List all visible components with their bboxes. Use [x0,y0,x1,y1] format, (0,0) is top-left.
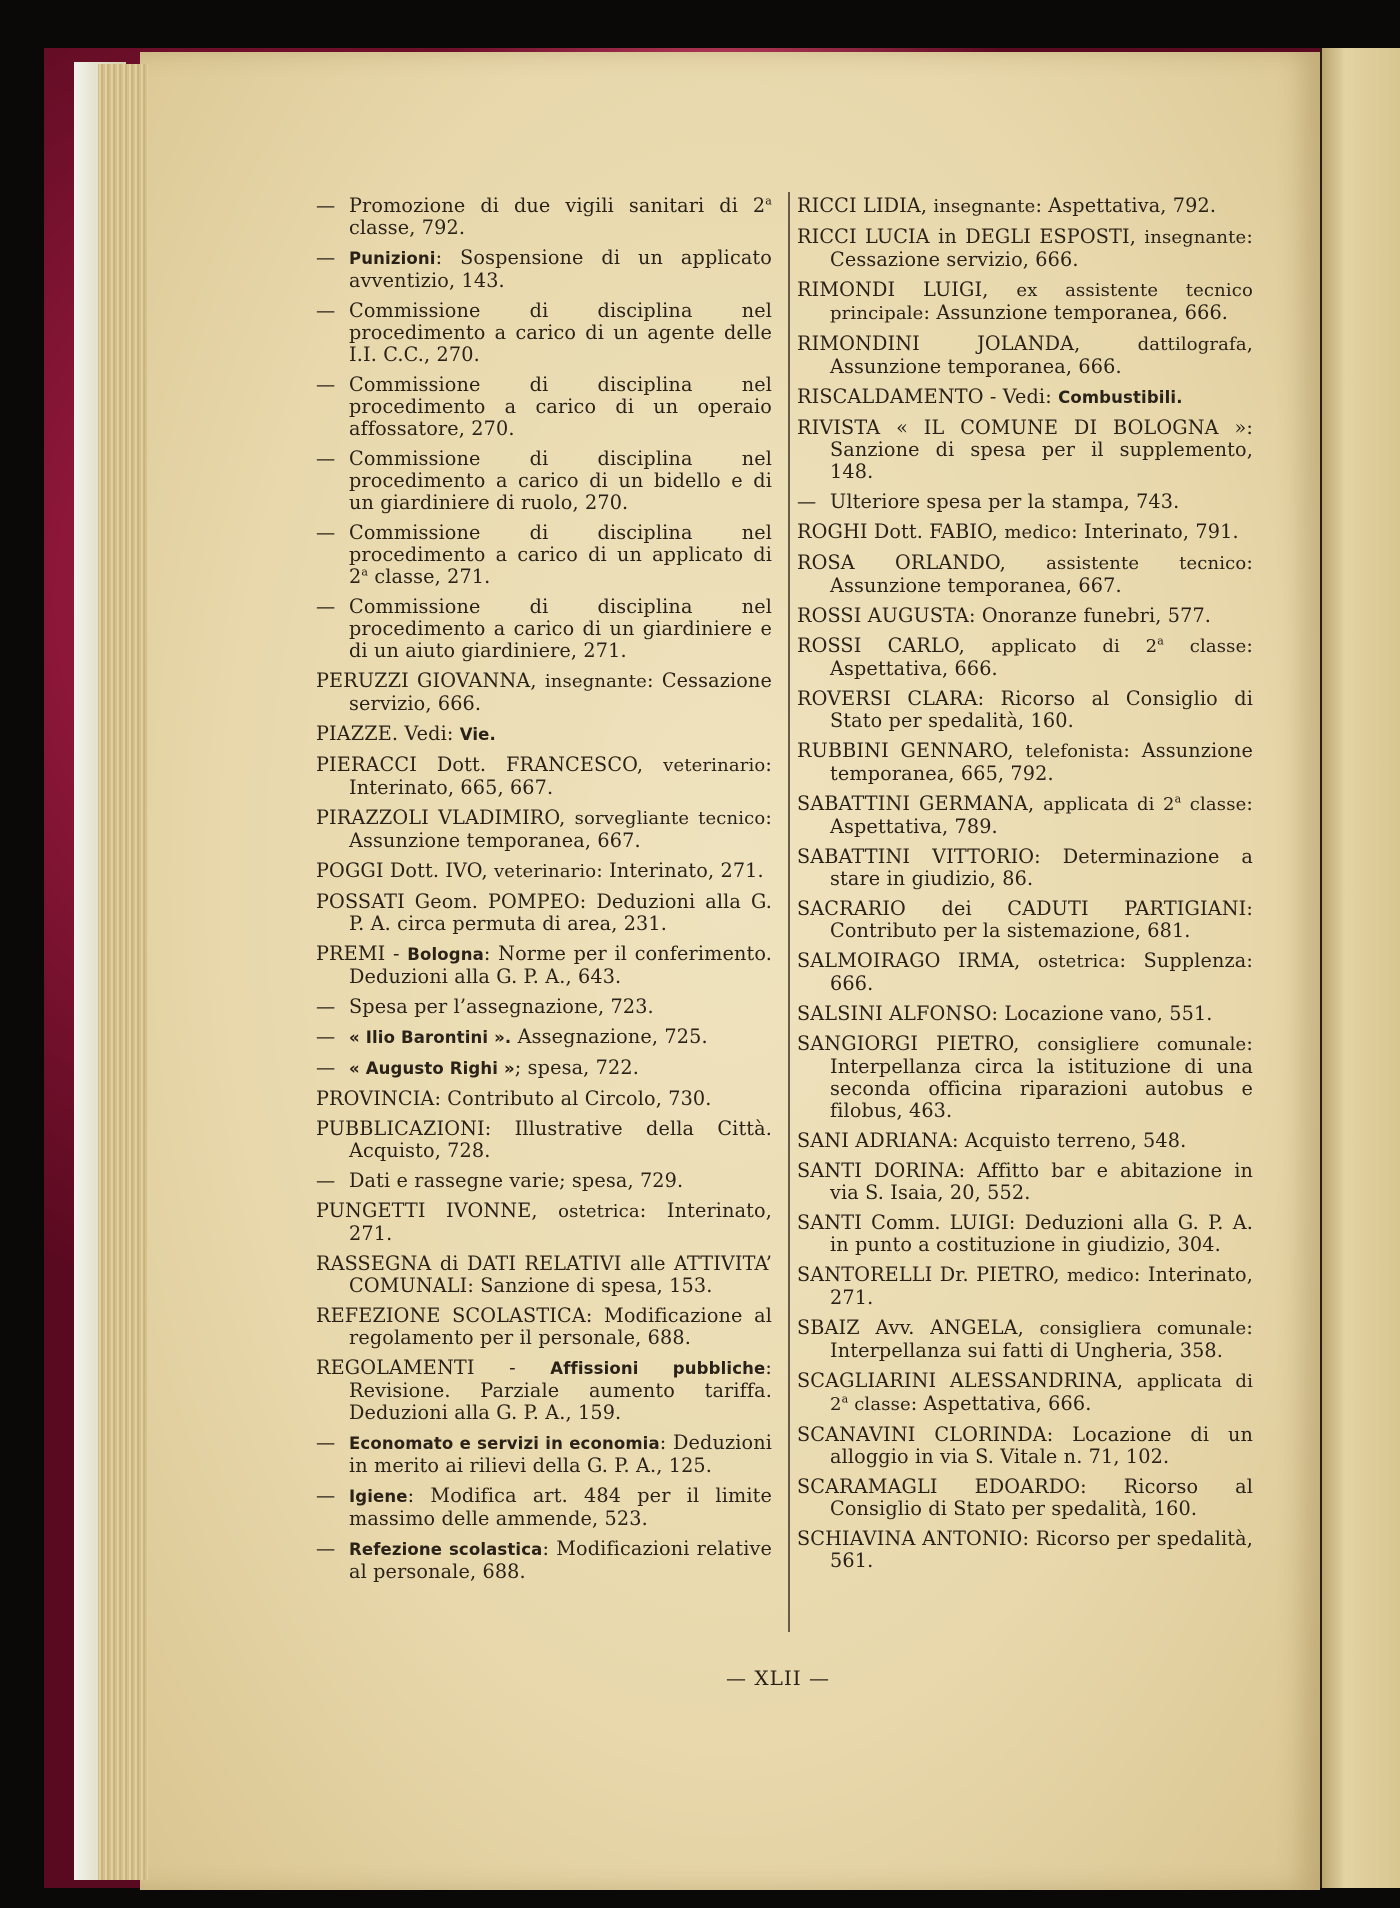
index-subentry [316,374,772,440]
entry-text: : Aspettativa, 666. [830,634,1253,680]
entry-text: RICCI LIDIA, [797,194,934,217]
entry-text: SABATTINI VITTORIO: Determinazione a stare in giudizio, 86. [797,845,1253,890]
entry-role: applicata di 2 [1043,794,1175,815]
entry-text: : Aspettativa, 666. [910,1392,1092,1415]
entry-text: : Interinato, 791. [1071,520,1239,543]
entry-text: : Interpellanza sui fatti di Ungheria, 358. [830,1316,1253,1362]
index-entry [797,1003,1253,1025]
entry-text: SANI ADRIANA: Acquisto terreno, 548. [797,1129,1187,1152]
index-subentry [316,448,772,514]
index-entry [797,386,1253,409]
entry-text: Assegnazione, 725. [511,1025,708,1048]
entry-role: sorvegliante tecnico [574,808,766,829]
entry-text: POGGI Dott. IVO, [316,859,494,882]
index-entry [797,1370,1253,1416]
subentry-dash: — [316,1056,336,1079]
entry-role: insegnante [933,196,1036,217]
entry-text: SACRARIO dei CADUTI PARTIGIANI: Contributo per la sistemazione, 681. [797,897,1253,942]
entry-text: SBAIZ Avv. ANGELA, [797,1316,1040,1339]
entry-topic-bold: Refezione scolastica [349,1540,543,1559]
subentry-dash: — [797,490,817,513]
entry-text: SCARAMAGLI EDOARDO: Ricorso al Consiglio di Stato per spedalità, 160. [797,1475,1253,1520]
page-number: — XLII — [726,1666,831,1690]
index-entry [797,1317,1253,1362]
entry-text: : Revisione. Parziale aumento tariffa. Deduzioni alla G. P. A., 159. [349,1356,772,1424]
index-subentry [316,1026,772,1049]
subentry-dash: — [316,595,336,618]
index-entry [797,552,1253,597]
entry-text: RIVISTA « IL COMUNE DI BOLOGNA »: Sanzione di spesa per il supplemento, 148. [797,416,1253,483]
entry-role: ex assistente tecnico principale [830,280,1253,324]
entry-text: SANTI DORINA: Affitto bar e abitazione in via S. Isaia, 20, 552. [797,1159,1253,1204]
entry-text: ROGHI Dott. FABIO, [797,520,1005,543]
entry-text: Dati e rassegne varie; spesa, 729. [349,1169,684,1192]
entry-text: : Norme per il conferimento. Deduzioni alla G. P. A., 643. [349,942,772,988]
entry-role: classe [848,1394,911,1415]
subentry-dash: — [316,447,336,470]
index-entry [797,333,1253,378]
entry-text: Commissione di disciplina nel procedimento a carico di un bidello e di un giardiniere di ruolo, 270. [349,447,772,514]
entry-topic-bold: Igiene [349,1487,408,1506]
entry-text: PERUZZI GIOVANNA, [316,669,545,692]
subentry-dash: — [316,1169,336,1192]
index-entry [316,1200,772,1245]
index-entry [797,279,1253,325]
index-entry [316,860,772,883]
entry-topic-bold: Vie. [459,725,496,744]
entry-topic-bold: Economato e servizi in economia [349,1434,660,1453]
entry-text: , Assunzione temporanea, 666. [830,332,1253,378]
entry-text: SANTORELLI Dr. PIETRO, [797,1263,1068,1286]
entry-text: Commissione di disciplina nel procedimento a carico di un agente delle I.I. C.C., 270. [349,299,772,366]
entry-role: consigliera comunale [1039,1318,1247,1339]
entry-text: : Modificazioni relative al personale, 688. [349,1537,772,1583]
entry-role: veterinario [493,861,597,882]
entry-text: SANTI Comm. LUIGI: Deduzioni alla G. P. A. in punto a costituzione in giudizio, 304. [797,1211,1253,1256]
entry-text: : Interinato, 665, 667. [349,753,772,799]
index-entry [797,226,1253,271]
index-entry [797,635,1253,680]
index-entry [797,417,1253,483]
entry-text: : Interinato, 271. [349,1199,772,1245]
index-entry [316,891,772,935]
index-entry [797,1212,1253,1256]
entry-text: RISCALDAMENTO - Vedi: [797,385,1059,408]
entry-role: medico [1004,522,1072,543]
entry-text: SCAGLIARINI ALESSANDRINA, [797,1369,1137,1392]
entry-text: classe, 792. [349,216,466,239]
entry-text: PREMI - [316,942,408,965]
index-entry [797,195,1253,218]
entry-role: telefonista [1025,741,1124,762]
index-entry [797,846,1253,890]
ordinal-superscript: a [361,565,369,579]
entry-text: ROSSI AUGUSTA: Onoranze funebri, 577. [797,604,1212,627]
entry-text: PIRAZZOLI VLADIMIRO, [316,806,575,829]
next-page-edge [1322,48,1400,1888]
index-subentry [316,1485,772,1530]
index-subentry [797,491,1253,513]
page-edges [98,64,148,1880]
ordinal-superscript: a [1157,634,1165,648]
index-subentry [316,195,772,239]
entry-role: insegnante [544,671,647,692]
index-subentry [316,996,772,1018]
subentry-dash: — [316,1025,336,1048]
entry-text: : Aspettativa, 789. [830,792,1254,838]
entry-text: ROVERSI CLARA: Ricorso al Consiglio di Stato per spedalità, 160. [797,687,1253,732]
index-entry [797,898,1253,942]
index-entry [316,670,772,715]
index-entry [316,1357,772,1424]
index-subentry [316,247,772,292]
entry-text: : Interinato, 271. [596,859,764,882]
index-entry [316,754,772,799]
column-divider [788,192,790,1632]
entry-text: : Supplenza: 666. [830,949,1254,995]
entry-role: veterinario [663,755,766,776]
index-entry [797,521,1253,544]
entry-text: : Assunzione temporanea, 666. [923,301,1229,324]
index-subentry [316,1432,772,1477]
index-subentry [316,596,772,662]
entry-role: ostetrica [1037,951,1120,972]
entry-text: PIERACCI Dott. FRANCESCO, [316,753,664,776]
entry-text: SCANAVINI CLORINDA: Locazione di un alloggio in via S. Vitale n. 71, 102. [797,1423,1253,1468]
index-entry [797,1264,1253,1309]
ordinal-superscript: a [1174,792,1182,806]
entry-role: medico [1067,1265,1134,1286]
entry-role: applicata di 2 [830,1371,1253,1415]
subentry-dash: — [316,1537,336,1560]
entry-text: ; spesa, 722. [514,1056,640,1079]
entry-text: : Assunzione temporanea, 667. [349,806,773,852]
entry-text: SCHIAVINA ANTONIO: Ricorso per spedalità, 561. [797,1527,1253,1572]
entry-text: POSSATI Geom. POMPEO: Deduzioni alla G. P. A. circa permuta di area, 231. [316,890,772,935]
index-subentry [316,1538,772,1583]
entry-text: SABATTINI GERMANA, [797,792,1044,815]
subentry-dash: — [316,299,336,322]
index-column-right [797,195,1253,1580]
entry-text: Spesa per l’assegnazione, 723. [349,995,654,1018]
ordinal-superscript: a [841,1392,849,1406]
entry-text: PIAZZE. Vedi: [316,722,460,745]
entry-text: PUNGETTI IVONNE, [316,1199,559,1222]
entry-text: : Assunzione temporanea, 665, 792. [830,739,1254,785]
entry-text: : Aspettativa, 792. [1035,194,1217,217]
entry-text: PROVINCIA: Contributo al Circolo, 730. [316,1087,712,1110]
index-entry [316,1088,772,1110]
index-entry [797,605,1253,627]
index-entry [316,1305,772,1349]
ordinal-superscript: a [765,194,772,208]
entry-role: ostetrica [558,1201,640,1222]
index-entry [797,950,1253,995]
entry-text: REFEZIONE SCOLASTICA: Modificazione al regolamento per il personale, 688. [316,1304,772,1349]
entry-text: SANGIORGI PIETRO, [797,1032,1038,1055]
entry-topic-bold: Punizioni [349,249,436,268]
entry-text: Commissione di disciplina nel procedimento a carico di un giardiniere e di un aiuto giardiniere, 271. [349,595,772,662]
entry-text: REGOLAMENTI - [316,1356,551,1379]
index-entry [797,688,1253,732]
entry-text: Promozione di due vigili sanitari di 2 [349,194,766,217]
entry-topic-bold: « Augusto Righi » [349,1059,515,1078]
subentry-dash: — [316,995,336,1018]
entry-role: assistente tecnico [1046,553,1247,574]
index-entry [316,807,772,852]
entry-text: classe, 271. [368,565,491,588]
index-entry [316,723,772,746]
index-entry [797,793,1253,838]
entry-text: PUBBLICAZIONI: Illustrative della Città. Acquisto, 728. [316,1117,772,1162]
entry-text: : Cessazione servizio, 666. [349,669,772,715]
entry-text: : Sospensione di un applicato avventizio, 143. [349,246,772,292]
index-entry [797,1528,1253,1572]
index-entry [797,1476,1253,1520]
entry-text: Commissione di disciplina nel procedimento a carico di un operaio affossatore, 270. [349,373,772,440]
index-column-left [316,195,772,1591]
entry-text: RUBBINI GENNARO, [797,739,1026,762]
entry-topic-bold: Combustibili. [1058,388,1183,407]
entry-role: dattilografa [1137,334,1247,355]
subentry-dash: — [316,373,336,396]
index-subentry [316,300,772,366]
entry-text: RIMONDINI JOLANDA, [797,332,1138,355]
subentry-dash: — [316,194,336,217]
index-entry [797,1424,1253,1468]
subentry-dash: — [316,246,336,269]
index-subentry [316,522,772,588]
entry-text: Ulteriore spesa per la stampa, 743. [830,490,1180,513]
entry-text: : Assunzione temporanea, 667. [830,551,1253,597]
subentry-dash: — [316,1431,336,1454]
index-entry [316,943,772,988]
index-entry [797,740,1253,785]
entry-text: RICCI LUCIA in DEGLI ESPOSTI, [797,225,1145,248]
entry-role: consigliere comunale [1037,1034,1247,1055]
entry-topic-bold: Affissioni pubbliche [550,1359,766,1378]
entry-text: Commissione di disciplina nel procedimento a carico di un applicato di 2 [349,521,772,588]
subentry-dash: — [316,521,336,544]
entry-role: insegnante [1144,227,1247,248]
entry-text: RIMONDI LUIGI, [797,278,1017,301]
index-entry [316,1253,772,1297]
entry-text: ROSA ORLANDO, [797,551,1047,574]
entry-topic-bold: « Ilio Barontini ». [349,1028,512,1047]
entry-text: : Interinato, 271. [830,1263,1253,1309]
subentry-dash: — [316,1484,336,1507]
entry-role: classe [1181,794,1247,815]
entry-role: classe [1164,636,1247,657]
entry-role: applicato di 2 [991,636,1158,657]
entry-text: SALSINI ALFONSO: Locazione vano, 551. [797,1002,1213,1025]
entry-text: SALMOIRAGO IRMA, [797,949,1038,972]
index-entry [797,1033,1253,1122]
index-entry [797,1130,1253,1152]
entry-text: : Interpellanza circa la istituzione di una seconda officina riparazioni autobus e filobus, 463. [830,1032,1253,1122]
index-subentry [316,1170,772,1192]
index-entry [316,1118,772,1162]
index-subentry [316,1057,772,1080]
entry-text: ROSSI CARLO, [797,634,992,657]
index-entry [797,1160,1253,1204]
entry-text: : Deduzioni in merito ai rilievi della G. P. A., 125. [349,1431,773,1477]
entry-topic-bold: Bologna [407,945,484,964]
entry-text: RASSEGNA di DATI RELATIVI alle ATTIVITA’ COMUNALI: Sanzione di spesa, 153. [316,1252,772,1297]
entry-text: : Modifica art. 484 per il limite massimo delle ammende, 523. [349,1484,772,1530]
entry-text: : Cessazione servizio, 666. [830,225,1253,271]
